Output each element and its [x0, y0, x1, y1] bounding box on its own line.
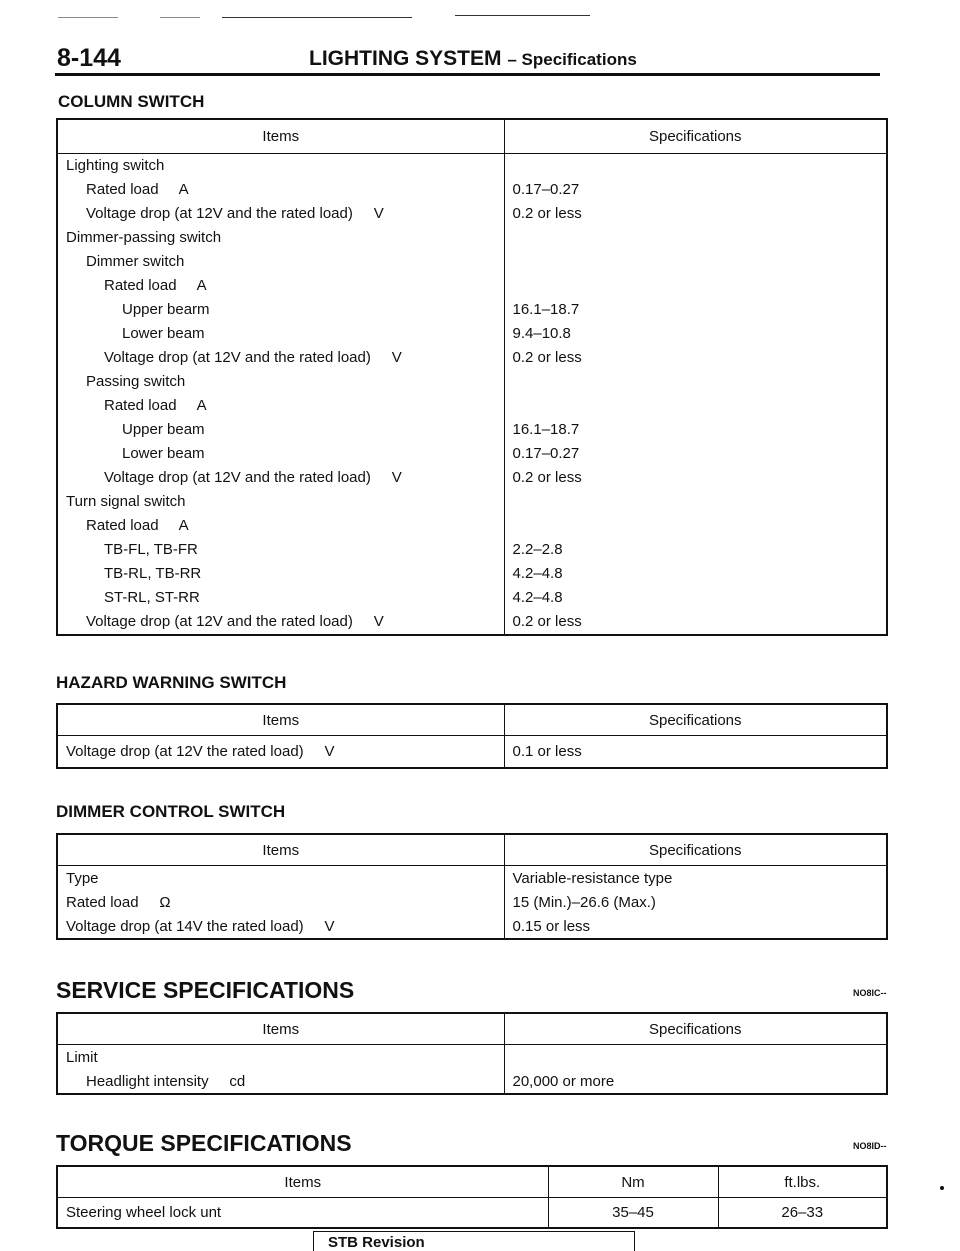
- table-row: [57, 610, 887, 635]
- dimmer-control-table: [56, 833, 888, 940]
- table-row: [57, 418, 887, 442]
- item-cell: Upper beam: [122, 421, 205, 438]
- table-row: [57, 250, 887, 274]
- table-row: [57, 394, 887, 418]
- dimmer-control-title: DIMMER CONTROL SWITCH: [56, 802, 286, 821]
- col-header-items: Items: [57, 1013, 504, 1045]
- page-title-main: LIGHTING SYSTEM: [309, 47, 502, 70]
- item-cell: Dimmer switch: [86, 253, 185, 270]
- spec-cell: 0.17–0.27: [504, 442, 887, 466]
- scan-line: [58, 17, 118, 18]
- spec-cell: 15 (Min.)–26.6 (Max.): [504, 890, 887, 914]
- col-header-items: Items: [57, 704, 504, 736]
- table-row: [57, 586, 887, 610]
- service-specs-table: [56, 1012, 888, 1095]
- nm-cell: 35–45: [548, 1198, 718, 1228]
- spec-cell: [504, 1045, 887, 1070]
- spec-cell: 16.1–18.7: [504, 418, 887, 442]
- spec-cell: 4.2–4.8: [504, 586, 887, 610]
- spec-cell: 4.2–4.8: [504, 562, 887, 586]
- col-header-specs: Specifications: [504, 1013, 887, 1045]
- spec-cell: 0.2 or less: [504, 346, 887, 370]
- spec-cell: [504, 250, 887, 274]
- spec-cell: 0.2 or less: [504, 466, 887, 490]
- spec-cell: [504, 226, 887, 250]
- table-row: [57, 370, 887, 394]
- col-header-specs: Specifications: [504, 834, 887, 866]
- torque-specs-code: NO8ID--: [853, 1141, 887, 1151]
- item-cell: Voltage drop (at 12V and the rated load) V: [104, 469, 402, 486]
- torque-specs-title: TORQUE SPECIFICATIONS: [56, 1130, 352, 1156]
- table-header-row: [57, 1166, 887, 1198]
- table-row: [57, 514, 887, 538]
- spec-cell: [504, 153, 887, 178]
- table-header-row: [57, 834, 887, 866]
- ftlbs-cell: 26–33: [718, 1198, 887, 1228]
- spec-cell: 0.2 or less: [504, 202, 887, 226]
- item-cell: Lighting switch: [66, 157, 165, 174]
- scan-line: [160, 17, 200, 18]
- scan-line: [222, 17, 412, 18]
- scan-line: [455, 15, 590, 16]
- spec-cell: 0.15 or less: [504, 914, 887, 939]
- table-row: [57, 442, 887, 466]
- item-cell: Lower beam: [122, 325, 205, 342]
- table-row: [57, 202, 887, 226]
- col-header-items: Items: [57, 1166, 548, 1198]
- table-row: [57, 1198, 887, 1228]
- item-cell: Voltage drop (at 12V and the rated load) V: [86, 205, 384, 222]
- spec-cell: 0.1 or less: [504, 736, 887, 768]
- spec-cell: [504, 274, 887, 298]
- table-row: [57, 914, 887, 939]
- item-cell: Limit: [66, 1048, 98, 1066]
- spec-cell: 20,000 or more: [504, 1069, 887, 1094]
- table-row: [57, 490, 887, 514]
- item-cell: Turn signal switch: [66, 493, 186, 510]
- table-row: [57, 1069, 887, 1094]
- spec-cell: [504, 394, 887, 418]
- spec-cell: [504, 490, 887, 514]
- item-cell: Passing switch: [86, 373, 186, 390]
- item-cell: Rated load A: [104, 277, 207, 294]
- table-header-row: [57, 1013, 887, 1045]
- col-header-specs: Specifications: [504, 704, 887, 736]
- scan-dot: [940, 1186, 944, 1190]
- header-rule: [55, 73, 880, 76]
- table-row: [57, 466, 887, 490]
- item-cell: Voltage drop (at 12V and the rated load) V: [86, 613, 384, 630]
- col-header-items: Items: [57, 834, 504, 866]
- col-header-items: Items: [57, 119, 504, 153]
- page-title: [309, 47, 637, 71]
- service-specs-code: NO8IC--: [853, 988, 887, 998]
- table-row: [57, 866, 887, 891]
- hazard-switch-title: HAZARD WARNING SWITCH: [56, 673, 287, 692]
- torque-specs-table: [56, 1165, 888, 1229]
- item-cell: Voltage drop (at 12V and the rated load) V: [104, 349, 402, 366]
- item-cell: Rated load Ω: [66, 893, 171, 911]
- spec-cell: 0.2 or less: [504, 610, 887, 635]
- table-row: [57, 562, 887, 586]
- spec-cell: 2.2–2.8: [504, 538, 887, 562]
- col-header-specs: Specifications: [504, 119, 887, 153]
- table-header-row: [57, 704, 887, 736]
- column-switch-table: [56, 118, 888, 636]
- table-row: [57, 736, 887, 768]
- spec-cell: [504, 514, 887, 538]
- col-header-ftlbs: ft.lbs.: [718, 1166, 887, 1198]
- spec-cell: 0.17–0.27: [504, 178, 887, 202]
- item-cell: Rated load A: [86, 517, 189, 534]
- table-row: [57, 274, 887, 298]
- item-cell: Rated load A: [104, 397, 207, 414]
- col-header-nm: Nm: [548, 1166, 718, 1198]
- table-row: [57, 890, 887, 914]
- page-title-sub: – Specifications: [507, 50, 637, 69]
- item-cell: ST-RL, ST-RR: [104, 589, 200, 606]
- hazard-switch-table: [56, 703, 888, 769]
- item-cell: Dimmer-passing switch: [66, 229, 222, 246]
- spec-cell: 9.4–10.8: [504, 322, 887, 346]
- table-row: [57, 226, 887, 250]
- table-row: [57, 1045, 887, 1070]
- spec-cell: Variable-resistance type: [504, 866, 887, 891]
- item-cell: Voltage drop (at 12V the rated load) V: [66, 742, 335, 760]
- table-row: [57, 298, 887, 322]
- item-cell: Steering wheel lock unt: [66, 1203, 222, 1221]
- item-cell: Voltage drop (at 14V the rated load) V: [66, 917, 335, 935]
- item-cell: Headlight intensity cd: [86, 1072, 246, 1090]
- table-row: [57, 322, 887, 346]
- item-cell: TB-FL, TB-FR: [104, 541, 198, 558]
- item-cell: Type: [66, 869, 99, 887]
- table-row: [57, 153, 887, 178]
- table-header-row: [57, 119, 887, 153]
- revision-box: STB Revision: [313, 1231, 635, 1251]
- item-cell: Lower beam: [122, 445, 205, 462]
- item-cell: TB-RL, TB-RR: [104, 565, 202, 582]
- table-row: [57, 538, 887, 562]
- table-row: [57, 346, 887, 370]
- spec-cell: [504, 370, 887, 394]
- service-specs-title: SERVICE SPECIFICATIONS: [56, 977, 355, 1003]
- spec-cell: 16.1–18.7: [504, 298, 887, 322]
- item-cell: Rated load A: [86, 181, 189, 198]
- table-row: [57, 178, 887, 202]
- column-switch-title: COLUMN SWITCH: [58, 92, 205, 111]
- item-cell: Upper bearm: [122, 301, 210, 318]
- page-number: 8-144: [57, 44, 121, 72]
